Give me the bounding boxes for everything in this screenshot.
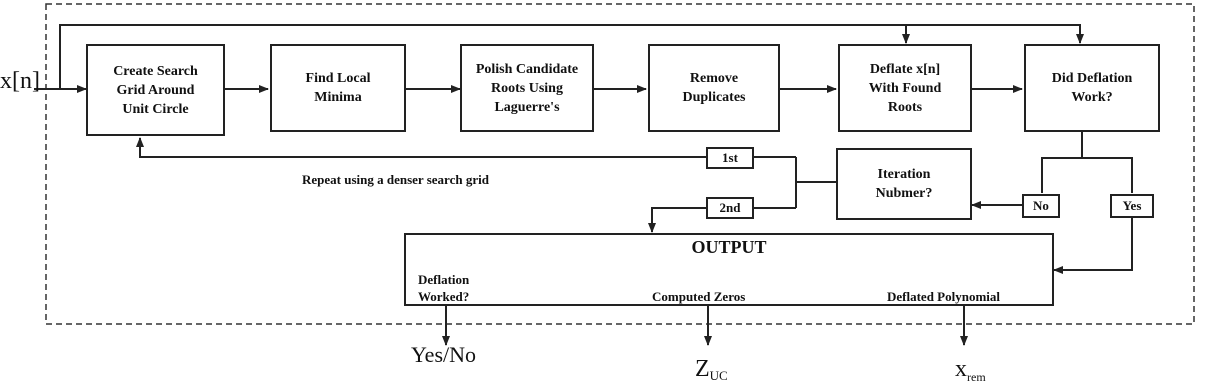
final-output-zuc xyxy=(695,344,728,383)
line-check-split xyxy=(1042,132,1132,193)
output-col-computed-zeros: Computed Zeros xyxy=(652,289,746,304)
zuc-symbol: Z xyxy=(695,356,710,382)
arrow-yes-to-output xyxy=(1054,218,1132,270)
line-iteration-split xyxy=(754,157,836,208)
input-label: x[n] xyxy=(0,68,40,94)
block-deflate: Deflate x[n] With Found Roots xyxy=(838,44,972,132)
output-col-deflated-polynomial: Deflated Polynomial xyxy=(887,289,1001,304)
arrow-second-to-output xyxy=(652,208,706,232)
block-did-deflation-work: Did Deflation Work? xyxy=(1024,44,1160,132)
final-output-yesno: Yes/No xyxy=(411,342,477,367)
output-col-deflation-worked: Deflation Worked? xyxy=(418,272,470,304)
repeat-text: Repeat using a denser search grid xyxy=(302,172,489,187)
block-find-local-minima: Find Local Minima xyxy=(270,44,406,132)
label-second: 2nd xyxy=(706,197,754,219)
label-first: 1st xyxy=(706,147,754,169)
zuc-subscript: UC xyxy=(709,368,728,383)
block-iteration-number: Iteration Nubmer? xyxy=(836,148,972,220)
output-title: OUTPUT xyxy=(691,237,767,257)
label-no: No xyxy=(1022,194,1060,218)
xrem-symbol: x xyxy=(955,356,967,382)
label-yes: Yes xyxy=(1110,194,1154,218)
block-polish-roots: Polish Candidate Roots Using Laguerre's xyxy=(460,44,594,132)
block-create-search-grid: Create Search Grid Around Unit Circle xyxy=(86,44,225,136)
arrow-first-to-repeat xyxy=(140,138,706,157)
xrem-subscript: rem xyxy=(967,370,986,384)
block-remove-duplicates: Remove Duplicates xyxy=(648,44,780,132)
output-block xyxy=(404,233,1054,306)
final-output-xrem xyxy=(955,344,986,384)
